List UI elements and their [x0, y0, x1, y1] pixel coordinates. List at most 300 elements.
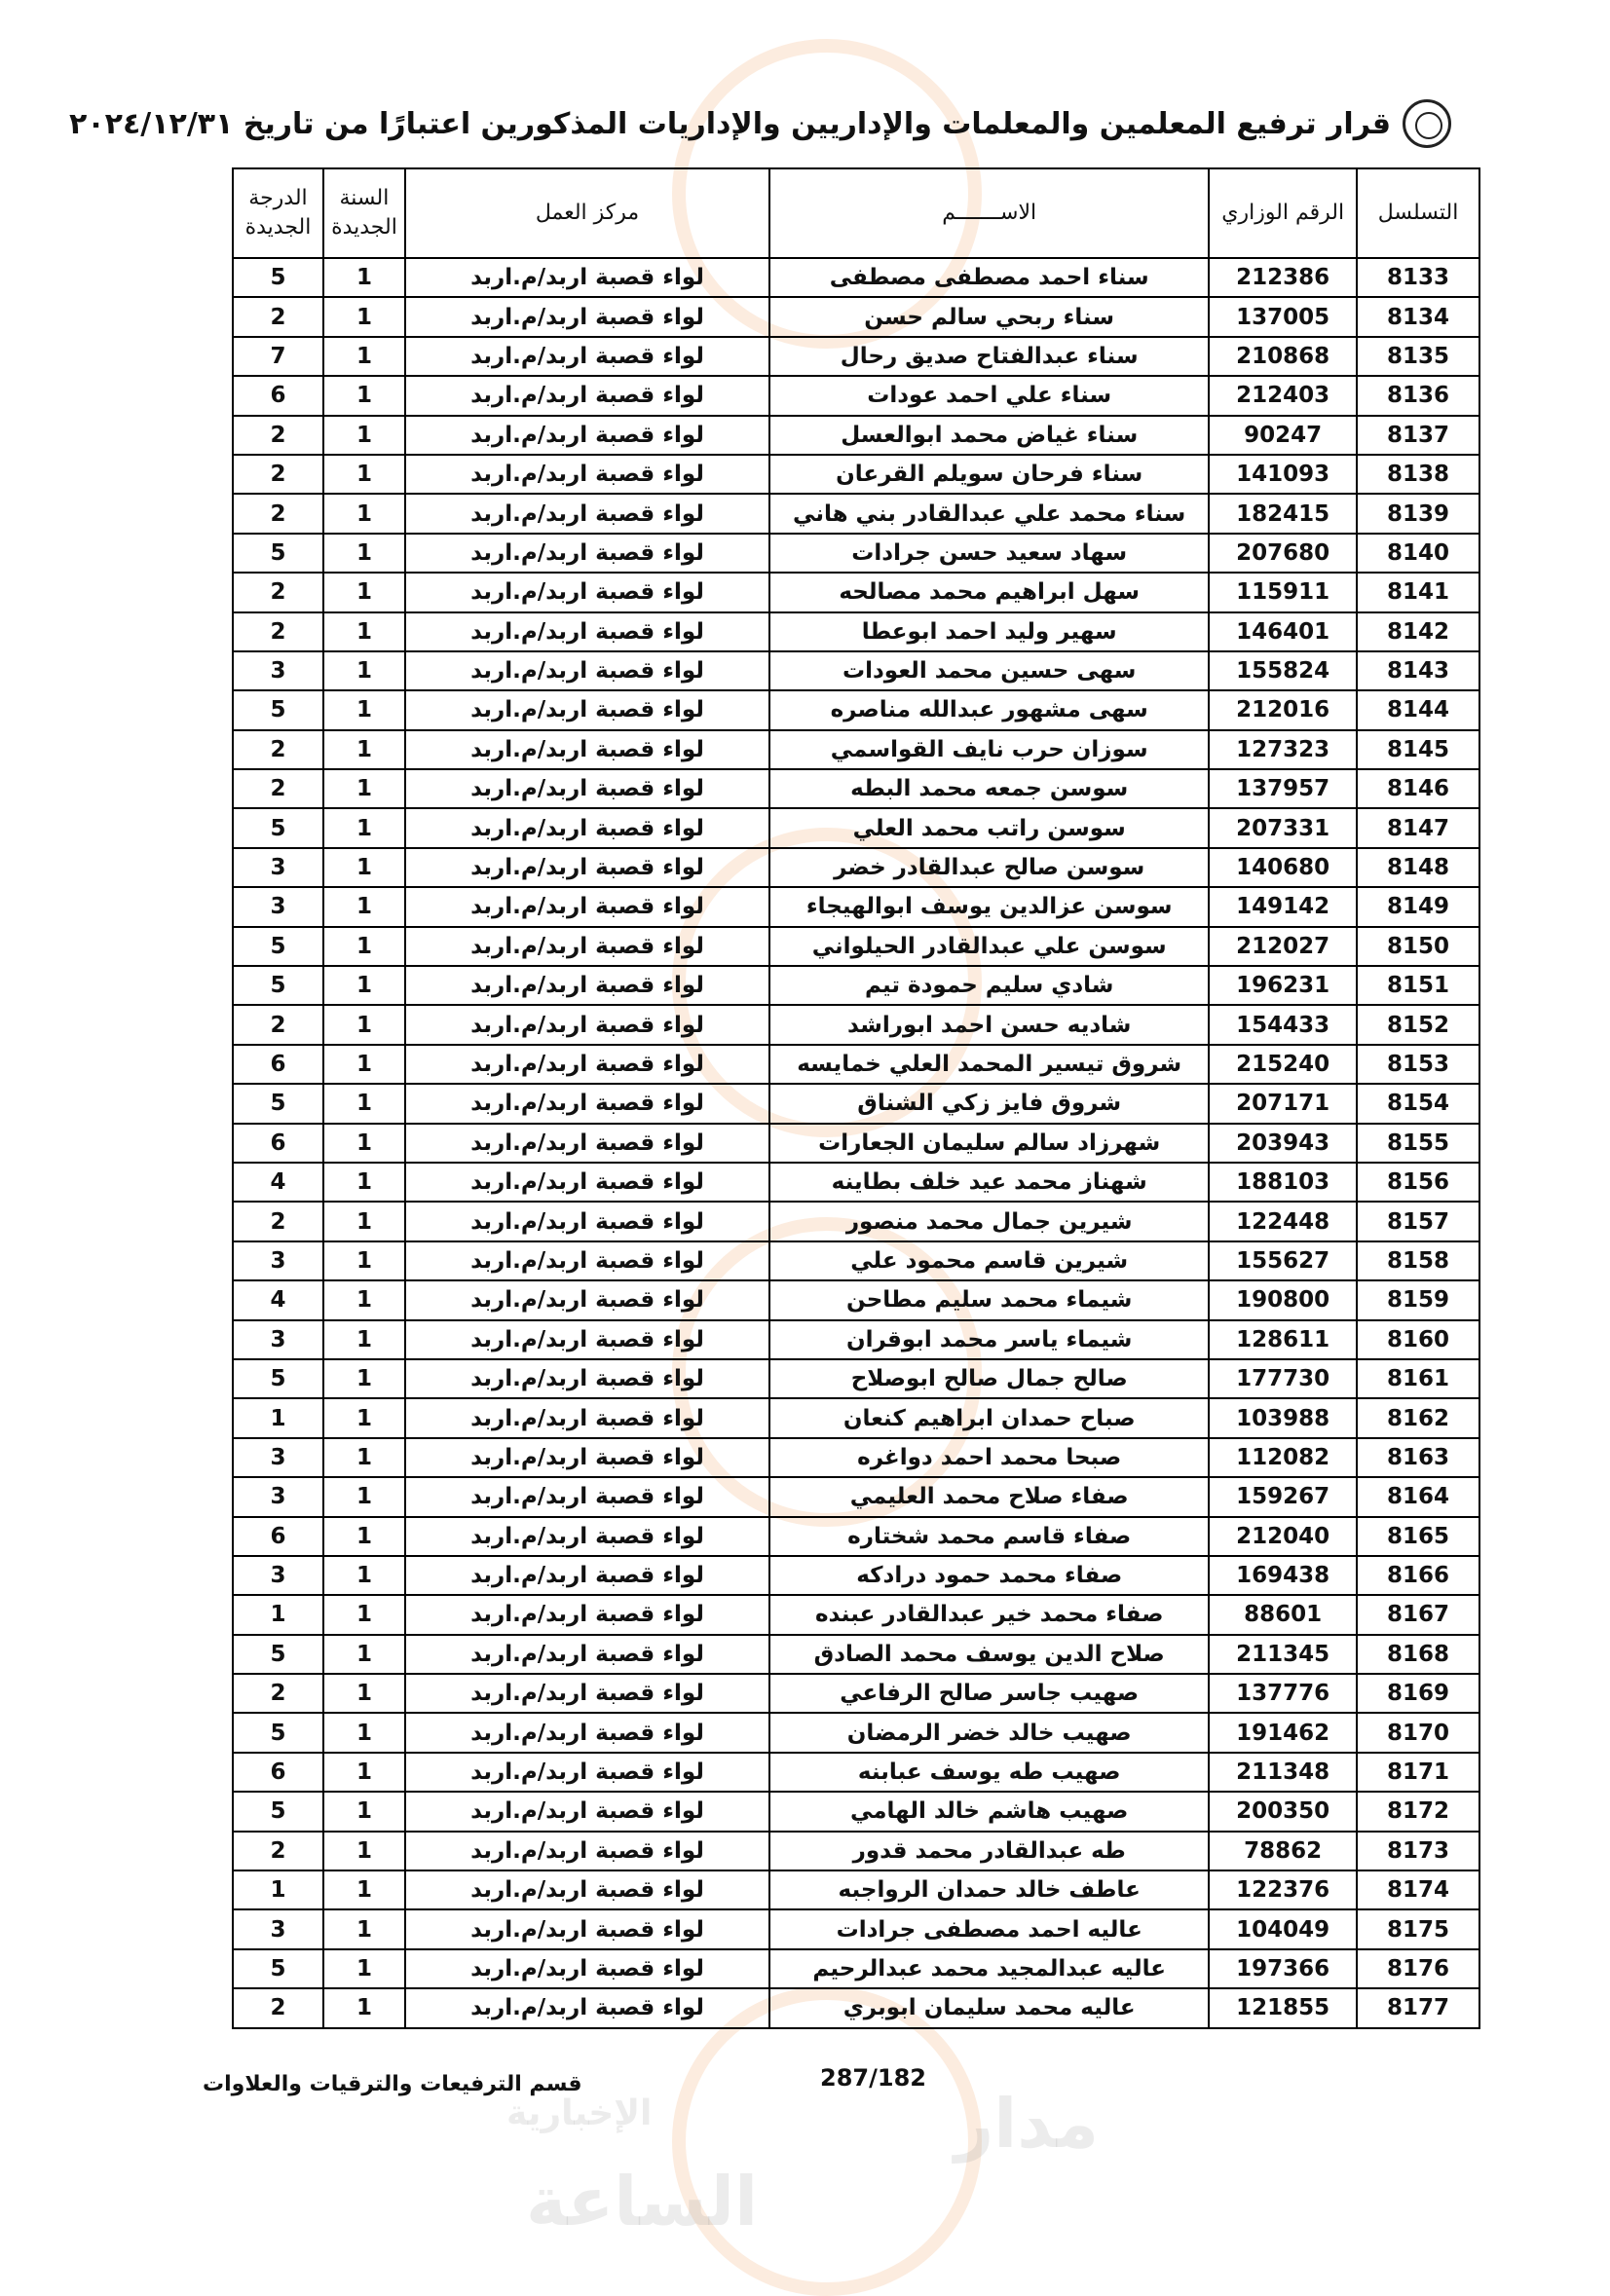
cell-ministry-number: 207171 — [1209, 1084, 1357, 1123]
cell-new-year: 1 — [323, 1320, 405, 1359]
cell-new-year: 1 — [323, 651, 405, 690]
cell-serial: 8143 — [1357, 651, 1479, 690]
table-row — [233, 1674, 1479, 1713]
cell-ministry-number: 154433 — [1209, 1005, 1357, 1044]
cell-name: عاليه احمد مصطفى جرادات — [769, 1909, 1209, 1948]
cell-new-year: 1 — [323, 1280, 405, 1319]
cell-serial: 8172 — [1357, 1792, 1479, 1831]
cell-serial: 8161 — [1357, 1359, 1479, 1398]
cell-new-grade: 6 — [233, 1517, 323, 1556]
header-new-year: السنة الجديدة — [323, 168, 405, 258]
cell-name: صهيب جاسر صالح الرفاعي — [769, 1674, 1209, 1713]
cell-serial: 8153 — [1357, 1045, 1479, 1084]
cell-serial: 8136 — [1357, 376, 1479, 415]
cell-new-grade: 1 — [233, 1398, 323, 1437]
cell-new-year: 1 — [323, 573, 405, 611]
cell-new-year: 1 — [323, 534, 405, 573]
cell-new-grade: 5 — [233, 1359, 323, 1398]
cell-new-year: 1 — [323, 1438, 405, 1477]
cell-new-grade: 5 — [233, 690, 323, 729]
cell-ministry-number: 140680 — [1209, 848, 1357, 887]
table-row — [233, 966, 1479, 1005]
table-row — [233, 494, 1479, 533]
cell-ministry-number: 212016 — [1209, 690, 1357, 729]
cell-new-grade: 2 — [233, 1005, 323, 1044]
cell-ministry-number: 78862 — [1209, 1832, 1357, 1870]
cell-ministry-number: 215240 — [1209, 1045, 1357, 1084]
cell-serial: 8168 — [1357, 1635, 1479, 1674]
cell-work-center: لواء قصبة اربد/م.اربد — [405, 1635, 769, 1674]
cell-serial: 8148 — [1357, 848, 1479, 887]
cell-ministry-number: 212386 — [1209, 258, 1357, 297]
cell-name: صالح جمال صالح ابوصلاح — [769, 1359, 1209, 1398]
cell-new-grade: 5 — [233, 1713, 323, 1752]
cell-new-grade: 6 — [233, 1124, 323, 1163]
document-title: قرار ترفيع المعلمين والمعلمات والإداريين والإداريات المذكورين اعتبارًا من تاريخ ٢٠٢٤/١٢/٣١ — [69, 107, 1391, 141]
cell-ministry-number: 197366 — [1209, 1949, 1357, 1988]
cell-serial: 8151 — [1357, 966, 1479, 1005]
cell-new-year: 1 — [323, 808, 405, 847]
cell-new-year: 1 — [323, 1909, 405, 1948]
cell-name: صهيب هاشم خالد الهامي — [769, 1792, 1209, 1831]
cell-serial: 8146 — [1357, 769, 1479, 808]
cell-ministry-number: 149142 — [1209, 887, 1357, 926]
cell-ministry-number: 212403 — [1209, 376, 1357, 415]
cell-serial: 8175 — [1357, 1909, 1479, 1948]
cell-ministry-number: 196231 — [1209, 966, 1357, 1005]
cell-new-year: 1 — [323, 1517, 405, 1556]
table-row — [233, 848, 1479, 887]
table-row — [233, 416, 1479, 455]
cell-serial: 8159 — [1357, 1280, 1479, 1319]
cell-name: شادي سليم حمودة تيم — [769, 966, 1209, 1005]
header-new-grade: الدرجة الجديدة — [233, 168, 323, 258]
cell-name: صفاء صلاح محمد العليمي — [769, 1477, 1209, 1516]
cell-ministry-number: 104049 — [1209, 1909, 1357, 1948]
cell-new-grade: 2 — [233, 612, 323, 651]
cell-work-center: لواء قصبة اربد/م.اربد — [405, 651, 769, 690]
cell-new-year: 1 — [323, 1084, 405, 1123]
cell-ministry-number: 137005 — [1209, 297, 1357, 336]
cell-new-year: 1 — [323, 416, 405, 455]
cell-new-grade: 2 — [233, 1832, 323, 1870]
cell-ministry-number: 207680 — [1209, 534, 1357, 573]
cell-ministry-number: 207331 — [1209, 808, 1357, 847]
cell-name: صهيب خالد خضر الرمضان — [769, 1713, 1209, 1752]
cell-work-center: لواء قصبة اربد/م.اربد — [405, 1320, 769, 1359]
cell-new-year: 1 — [323, 927, 405, 966]
cell-new-year: 1 — [323, 1753, 405, 1792]
header-name: الاســـــــم — [769, 168, 1209, 258]
cell-new-year: 1 — [323, 1988, 405, 2027]
cell-new-grade: 3 — [233, 1241, 323, 1280]
table-row — [233, 1595, 1479, 1634]
cell-work-center: لواء قصبة اربد/م.اربد — [405, 1124, 769, 1163]
cell-serial: 8157 — [1357, 1202, 1479, 1241]
cell-ministry-number: 141093 — [1209, 455, 1357, 494]
cell-new-year: 1 — [323, 1949, 405, 1988]
cell-serial: 8163 — [1357, 1438, 1479, 1477]
cell-name: عاطف خالد حمدان الرواجبه — [769, 1870, 1209, 1909]
cell-work-center: لواء قصبة اربد/م.اربد — [405, 258, 769, 297]
cell-ministry-number: 211348 — [1209, 1753, 1357, 1792]
cell-new-year: 1 — [323, 1595, 405, 1634]
cell-name: صلاح الدين يوسف محمد الصادق — [769, 1635, 1209, 1674]
cell-new-grade: 5 — [233, 1084, 323, 1123]
cell-new-grade: 2 — [233, 494, 323, 533]
cell-work-center: لواء قصبة اربد/م.اربد — [405, 297, 769, 336]
table-row — [233, 1359, 1479, 1398]
table-row — [233, 1202, 1479, 1241]
cell-work-center: لواء قصبة اربد/م.اربد — [405, 1280, 769, 1319]
cell-serial: 8145 — [1357, 730, 1479, 769]
cell-new-year: 1 — [323, 730, 405, 769]
cell-name: شهرزاد سالم سليمان الجعارات — [769, 1124, 1209, 1163]
cell-new-year: 1 — [323, 1163, 405, 1202]
cell-new-year: 1 — [323, 690, 405, 729]
cell-ministry-number: 137776 — [1209, 1674, 1357, 1713]
table-row — [233, 612, 1479, 651]
cell-serial: 8147 — [1357, 808, 1479, 847]
cell-name: شهناز محمد عيد خلف بطاينه — [769, 1163, 1209, 1202]
table-row — [233, 297, 1479, 336]
cell-serial: 8138 — [1357, 455, 1479, 494]
cell-work-center: لواء قصبة اربد/م.اربد — [405, 1477, 769, 1516]
cell-serial: 8158 — [1357, 1241, 1479, 1280]
cell-work-center: لواء قصبة اربد/م.اربد — [405, 1988, 769, 2027]
table-row — [233, 1832, 1479, 1870]
cell-work-center: لواء قصبة اربد/م.اربد — [405, 848, 769, 887]
table-row — [233, 808, 1479, 847]
cell-new-year: 1 — [323, 376, 405, 415]
cell-work-center: لواء قصبة اربد/م.اربد — [405, 769, 769, 808]
watermark-text-3: الإخبارية — [506, 2093, 653, 2133]
table-row — [233, 927, 1479, 966]
cell-name: سهل ابراهيم محمد مصالحه — [769, 573, 1209, 611]
cell-new-grade: 7 — [233, 337, 323, 376]
cell-work-center: لواء قصبة اربد/م.اربد — [405, 573, 769, 611]
table-row — [233, 1124, 1479, 1163]
cell-ministry-number: 210868 — [1209, 337, 1357, 376]
cell-serial: 8173 — [1357, 1832, 1479, 1870]
cell-new-grade: 2 — [233, 730, 323, 769]
cell-work-center: لواء قصبة اربد/م.اربد — [405, 1792, 769, 1831]
table-row — [233, 1792, 1479, 1831]
cell-new-grade: 1 — [233, 1595, 323, 1634]
cell-work-center: لواء قصبة اربد/م.اربد — [405, 455, 769, 494]
cell-work-center: لواء قصبة اربد/م.اربد — [405, 1909, 769, 1948]
cell-serial: 8154 — [1357, 1084, 1479, 1123]
cell-new-year: 1 — [323, 1241, 405, 1280]
cell-new-year: 1 — [323, 494, 405, 533]
table-row — [233, 1045, 1479, 1084]
cell-serial: 8160 — [1357, 1320, 1479, 1359]
table-row — [233, 1398, 1479, 1437]
cell-name: سوسن راتب محمد العلي — [769, 808, 1209, 847]
cell-name: شيرين جمال محمد منصور — [769, 1202, 1209, 1241]
table-row — [233, 1713, 1479, 1752]
cell-ministry-number: 112082 — [1209, 1438, 1357, 1477]
cell-name: شيماء محمد سليم مطاحن — [769, 1280, 1209, 1319]
cell-work-center: لواء قصبة اربد/م.اربد — [405, 376, 769, 415]
cell-work-center: لواء قصبة اربد/م.اربد — [405, 612, 769, 651]
cell-serial: 8149 — [1357, 887, 1479, 926]
cell-name: سناء فرحان سويلم القرعان — [769, 455, 1209, 494]
cell-serial: 8176 — [1357, 1949, 1479, 1988]
table-row — [233, 690, 1479, 729]
table-row — [233, 1477, 1479, 1516]
cell-ministry-number: 127323 — [1209, 730, 1357, 769]
cell-new-grade: 2 — [233, 573, 323, 611]
cell-new-year: 1 — [323, 966, 405, 1005]
cell-work-center: لواء قصبة اربد/م.اربد — [405, 1241, 769, 1280]
cell-serial: 8167 — [1357, 1595, 1479, 1634]
watermark-text-1: مدار — [955, 2084, 1100, 2164]
cell-name: سوسن علي عبدالقادر الحيلواني — [769, 927, 1209, 966]
cell-work-center: لواء قصبة اربد/م.اربد — [405, 534, 769, 573]
cell-work-center: لواء قصبة اربد/م.اربد — [405, 416, 769, 455]
cell-new-grade: 5 — [233, 258, 323, 297]
table-row — [233, 337, 1479, 376]
table-row — [233, 1556, 1479, 1595]
cell-work-center: لواء قصبة اربد/م.اربد — [405, 1084, 769, 1123]
cell-new-year: 1 — [323, 1477, 405, 1516]
cell-work-center: لواء قصبة اربد/م.اربد — [405, 1595, 769, 1634]
table-row — [233, 1280, 1479, 1319]
cell-new-grade: 3 — [233, 1438, 323, 1477]
cell-new-grade: 3 — [233, 651, 323, 690]
cell-work-center: لواء قصبة اربد/م.اربد — [405, 1753, 769, 1792]
table-row — [233, 769, 1479, 808]
page-number: 287/182 — [820, 2064, 926, 2092]
cell-name: شروق تيسير المحمد العلي خمايسه — [769, 1045, 1209, 1084]
cell-work-center: لواء قصبة اربد/م.اربد — [405, 690, 769, 729]
cell-work-center: لواء قصبة اربد/م.اربد — [405, 927, 769, 966]
cell-serial: 8142 — [1357, 612, 1479, 651]
cell-new-grade: 6 — [233, 376, 323, 415]
cell-ministry-number: 146401 — [1209, 612, 1357, 651]
cell-new-grade: 6 — [233, 1753, 323, 1792]
cell-serial: 8170 — [1357, 1713, 1479, 1752]
cell-name: صهيب طه يوسف عبابنه — [769, 1753, 1209, 1792]
table-row — [233, 258, 1479, 297]
cell-serial: 8155 — [1357, 1124, 1479, 1163]
cell-new-year: 1 — [323, 258, 405, 297]
watermark-text-2: الساعة — [526, 2162, 759, 2241]
table-row — [233, 1438, 1479, 1477]
cell-new-year: 1 — [323, 1359, 405, 1398]
cell-name: سوسن عزالدين يوسف ابوالهيجاء — [769, 887, 1209, 926]
cell-name: سناء عبدالفتاح صديق رحال — [769, 337, 1209, 376]
cell-work-center: لواء قصبة اربد/م.اربد — [405, 1556, 769, 1595]
cell-work-center: لواء قصبة اربد/م.اربد — [405, 1949, 769, 1988]
cell-name: صباح حمدان ابراهيم كنعان — [769, 1398, 1209, 1437]
cell-new-grade: 2 — [233, 1988, 323, 2027]
header-serial: التسلسل — [1357, 168, 1479, 258]
promotion-table — [232, 167, 1480, 2029]
cell-work-center: لواء قصبة اربد/م.اربد — [405, 1438, 769, 1477]
table-row — [233, 1163, 1479, 1202]
cell-ministry-number: 159267 — [1209, 1477, 1357, 1516]
cell-new-year: 1 — [323, 769, 405, 808]
cell-work-center: لواء قصبة اربد/م.اربد — [405, 1832, 769, 1870]
cell-new-year: 1 — [323, 1674, 405, 1713]
cell-name: سناء ربحي سالم حسن — [769, 297, 1209, 336]
cell-ministry-number: 155627 — [1209, 1241, 1357, 1280]
cell-work-center: لواء قصبة اربد/م.اربد — [405, 1870, 769, 1909]
cell-name: شاديه حسن احمد ابوراشد — [769, 1005, 1209, 1044]
cell-new-grade: 1 — [233, 1870, 323, 1909]
cell-ministry-number: 200350 — [1209, 1792, 1357, 1831]
cell-work-center: لواء قصبة اربد/م.اربد — [405, 1674, 769, 1713]
table-row — [233, 887, 1479, 926]
cell-new-year: 1 — [323, 887, 405, 926]
cell-ministry-number: 122448 — [1209, 1202, 1357, 1241]
cell-work-center: لواء قصبة اربد/م.اربد — [405, 1359, 769, 1398]
cell-new-grade: 5 — [233, 927, 323, 966]
cell-work-center: لواء قصبة اربد/م.اربد — [405, 808, 769, 847]
cell-ministry-number: 182415 — [1209, 494, 1357, 533]
cell-serial: 8150 — [1357, 927, 1479, 966]
cell-serial: 8174 — [1357, 1870, 1479, 1909]
cell-serial: 8141 — [1357, 573, 1479, 611]
cell-new-year: 1 — [323, 1124, 405, 1163]
cell-name: سوزان حرب نايف القواسمي — [769, 730, 1209, 769]
cell-ministry-number: 122376 — [1209, 1870, 1357, 1909]
cell-serial: 8165 — [1357, 1517, 1479, 1556]
cell-new-grade: 3 — [233, 1909, 323, 1948]
cell-new-grade: 3 — [233, 848, 323, 887]
cell-work-center: لواء قصبة اربد/م.اربد — [405, 730, 769, 769]
cell-ministry-number: 155824 — [1209, 651, 1357, 690]
table-row — [233, 1988, 1479, 2027]
cell-serial: 8140 — [1357, 534, 1479, 573]
cell-new-grade: 6 — [233, 1045, 323, 1084]
cell-new-year: 1 — [323, 1202, 405, 1241]
cell-serial: 8135 — [1357, 337, 1479, 376]
cell-ministry-number: 121855 — [1209, 1988, 1357, 2027]
cell-ministry-number: 188103 — [1209, 1163, 1357, 1202]
cell-serial: 8166 — [1357, 1556, 1479, 1595]
header-ministry-number: الرقم الوزاري — [1209, 168, 1357, 258]
cell-ministry-number: 212040 — [1209, 1517, 1357, 1556]
cell-new-year: 1 — [323, 1832, 405, 1870]
cell-new-grade: 4 — [233, 1280, 323, 1319]
cell-name: سناء علي احمد عودات — [769, 376, 1209, 415]
cell-new-year: 1 — [323, 337, 405, 376]
cell-name: شيماء ياسر محمد ابوقران — [769, 1320, 1209, 1359]
watermark-clock-4 — [672, 1986, 982, 2296]
cell-name: سوسن جمعه محمد البطه — [769, 769, 1209, 808]
cell-serial: 8156 — [1357, 1163, 1479, 1202]
cell-new-grade: 3 — [233, 1556, 323, 1595]
table-row — [233, 1005, 1479, 1044]
cell-name: عاليه محمد سليمان ابوبري — [769, 1988, 1209, 2027]
cell-ministry-number: 203943 — [1209, 1124, 1357, 1163]
cell-new-year: 1 — [323, 1005, 405, 1044]
cell-serial: 8171 — [1357, 1753, 1479, 1792]
department-name: قسم الترفيعات والترقيات والعلاوات — [203, 2072, 582, 2096]
cell-new-year: 1 — [323, 1870, 405, 1909]
document-header — [69, 95, 1451, 164]
cell-name: سهاد سعيد حسن جرادات — [769, 534, 1209, 573]
cell-new-grade: 2 — [233, 297, 323, 336]
cell-new-grade: 4 — [233, 1163, 323, 1202]
cell-work-center: لواء قصبة اربد/م.اربد — [405, 1517, 769, 1556]
table-row — [233, 1949, 1479, 1988]
table-row — [233, 573, 1479, 611]
cell-ministry-number: 88601 — [1209, 1595, 1357, 1634]
cell-serial: 8137 — [1357, 416, 1479, 455]
table-row — [233, 534, 1479, 573]
cell-name: سهى حسين محمد العودات — [769, 651, 1209, 690]
table-row — [233, 455, 1479, 494]
cell-ministry-number: 137957 — [1209, 769, 1357, 808]
cell-serial: 8134 — [1357, 297, 1479, 336]
cell-new-year: 1 — [323, 455, 405, 494]
cell-name: سوسن صالح عبدالقادر خضر — [769, 848, 1209, 887]
cell-new-year: 1 — [323, 1045, 405, 1084]
cell-name: طه عبدالقادر محمد قدور — [769, 1832, 1209, 1870]
cell-work-center: لواء قصبة اربد/م.اربد — [405, 1202, 769, 1241]
cell-work-center: لواء قصبة اربد/م.اربد — [405, 1005, 769, 1044]
cell-new-grade: 5 — [233, 1635, 323, 1674]
cell-serial: 8164 — [1357, 1477, 1479, 1516]
cell-name: شروق فايز زكي الشناق — [769, 1084, 1209, 1123]
cell-name: صفاء محمد حمود درادكه — [769, 1556, 1209, 1595]
table-row — [233, 1517, 1479, 1556]
cell-serial: 8144 — [1357, 690, 1479, 729]
cell-new-grade: 2 — [233, 1202, 323, 1241]
cell-work-center: لواء قصبة اربد/م.اربد — [405, 1713, 769, 1752]
cell-work-center: لواء قصبة اربد/م.اربد — [405, 1045, 769, 1084]
cell-serial: 8177 — [1357, 1988, 1479, 2027]
cell-new-grade: 5 — [233, 1792, 323, 1831]
cell-new-year: 1 — [323, 1792, 405, 1831]
cell-name: سهى مشهور عبدالله مناصره — [769, 690, 1209, 729]
cell-name: شيرين قاسم محمود علي — [769, 1241, 1209, 1280]
cell-ministry-number: 211345 — [1209, 1635, 1357, 1674]
cell-serial: 8162 — [1357, 1398, 1479, 1437]
table-row — [233, 1320, 1479, 1359]
cell-ministry-number: 191462 — [1209, 1713, 1357, 1752]
cell-serial: 8133 — [1357, 258, 1479, 297]
cell-new-grade: 2 — [233, 416, 323, 455]
cell-new-year: 1 — [323, 297, 405, 336]
cell-ministry-number: 212027 — [1209, 927, 1357, 966]
table-row — [233, 376, 1479, 415]
table-row — [233, 730, 1479, 769]
table-row — [233, 1635, 1479, 1674]
cell-ministry-number: 128611 — [1209, 1320, 1357, 1359]
cell-name: صفاء قاسم محمد شختاره — [769, 1517, 1209, 1556]
cell-serial: 8169 — [1357, 1674, 1479, 1713]
table-row — [233, 1753, 1479, 1792]
cell-ministry-number: 90247 — [1209, 416, 1357, 455]
cell-new-year: 1 — [323, 848, 405, 887]
cell-ministry-number: 169438 — [1209, 1556, 1357, 1595]
cell-serial: 8152 — [1357, 1005, 1479, 1044]
cell-new-year: 1 — [323, 612, 405, 651]
cell-ministry-number: 177730 — [1209, 1359, 1357, 1398]
cell-new-year: 1 — [323, 1635, 405, 1674]
cell-new-grade: 3 — [233, 1477, 323, 1516]
cell-serial: 8139 — [1357, 494, 1479, 533]
cell-new-year: 1 — [323, 1556, 405, 1595]
header-work-center: مركز العمل — [405, 168, 769, 258]
table-row — [233, 1084, 1479, 1123]
cell-ministry-number: 103988 — [1209, 1398, 1357, 1437]
